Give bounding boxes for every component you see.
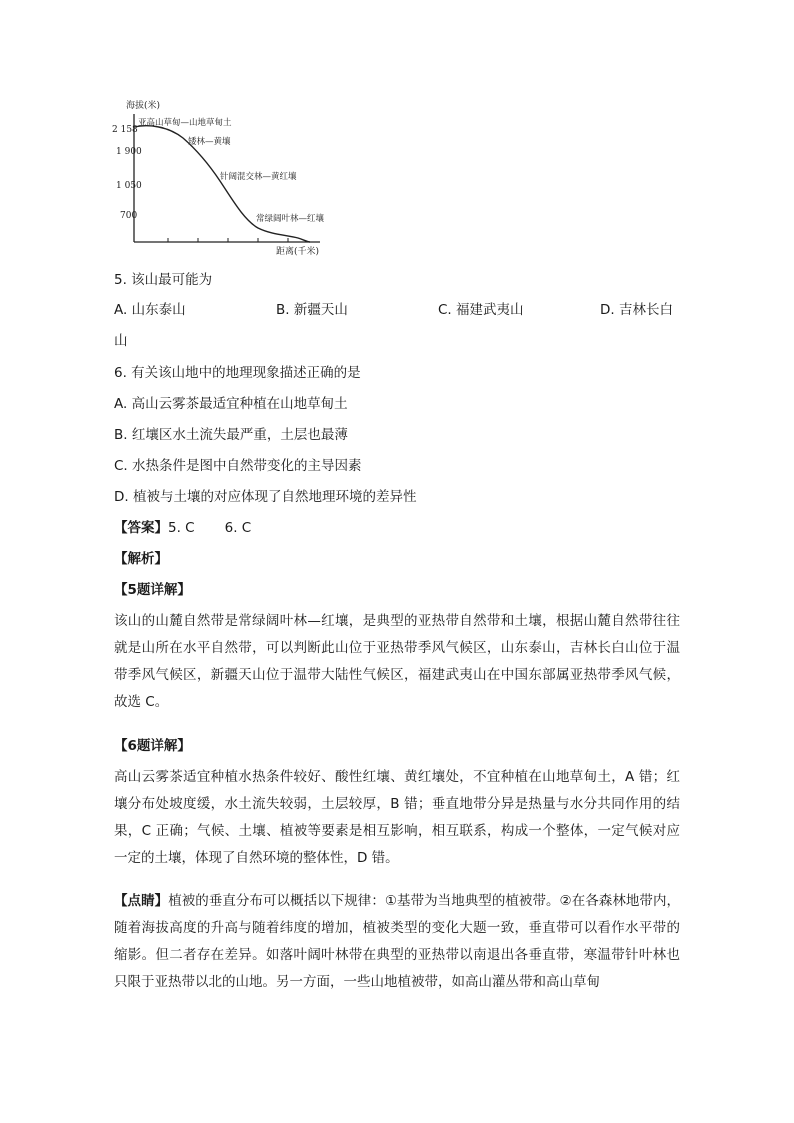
y-tick-1900: 1 900	[116, 147, 142, 157]
elevation-profile-chart	[108, 96, 348, 261]
question-6-stem: 6. 有关该山地中的地理现象描述正确的是	[114, 365, 361, 381]
detail-5-text: 该山的山麓自然带是常绿阔叶林—红壤，是典型的亚热带自然带和土壤，根据山麓自然带往往就是山所在水平自然带，可以判断此山位于亚热带季风气候区，山东泰山，吉林长白山位于温带季风气候区，新疆天山位于温带大陆性气候区，福建武夷山在中国东部属亚热带季风气候，故选 C。	[114, 613, 680, 710]
q6-option-d: D. 植被与土壤的对应体现了自然地理环境的差异性	[114, 489, 417, 505]
zone-label-mixed-forest: 针阔混交林—黄红壤	[220, 172, 297, 182]
q5-option-d-wrap: 山	[114, 333, 128, 349]
q5-option-a: A. 山东泰山	[114, 302, 186, 318]
y-axis-label: 海拔(米)	[126, 101, 161, 111]
detail-5-label: 【5题详解】	[114, 582, 191, 598]
q6-option-b: B. 红壤区水土流失最严重，土层也最薄	[114, 427, 348, 443]
answer-label: 【答案】	[114, 520, 168, 536]
y-tick-700: 700	[120, 211, 138, 221]
answer-value: 5. C 6. C	[168, 520, 252, 536]
q6-option-a: A. 高山云雾茶最适宜种植在山地草甸土	[114, 396, 348, 412]
zone-label-evergreen-forest: 常绿阔叶林—红壤	[256, 214, 325, 224]
q5-option-b: B. 新疆天山	[276, 302, 348, 318]
zone-label-dwarf-forest: 矮林—黄壤	[188, 137, 231, 147]
y-tick-1050: 1 050	[116, 181, 142, 191]
tip-label: 【点睛】	[114, 893, 169, 909]
q5-option-c: C. 福建武夷山	[438, 302, 524, 318]
question-5-stem: 5. 该山最可能为	[114, 272, 213, 288]
x-axis-label: 距离(千米)	[276, 247, 320, 257]
detail-6-label: 【6题详解】	[114, 738, 191, 754]
zone-label-meadow: 亚高山草甸—山地草甸土	[138, 118, 232, 128]
tip-paragraph	[114, 888, 680, 996]
q5-option-d: D. 吉林长白	[600, 302, 673, 318]
q6-option-c: C. 水热条件是图中自然带变化的主导因素	[114, 458, 362, 474]
answer-line	[114, 518, 251, 538]
detail-6-text: 高山云雾茶适宜种植水热条件较好、酸性红壤、黄红壤处，不宜种植在山地草甸土，A 错；红壤分布处坡度缓，水土流失较弱，土层较厚，B 错；垂直地带分异是热量与水分共同作用的结果，C 正确；气候、土壤、植被等要素是相互影响，相互联系，构成一个整体，一定气候对应一定的土壤，体现了自然环境的整体性，D 错。	[114, 769, 680, 866]
tip-text: 植被的垂直分布可以概括以下规律：①基带为当地典型的植被带。②在各森林地带内，随着海拔高度的升高与随着纬度的增加，植被类型的变化大题一致，垂直带可以看作水平带的缩影。但二者存在差异。如落叶阔叶林带在典型的亚热带以南退出各垂直带，寒温带针叶林也只限于亚热带以北的山地。另一方面，一些山地植被带，如高山灌丛带和高山草甸	[114, 893, 680, 990]
y-tick-2158: 2 158	[112, 125, 138, 135]
analysis-label: 【解析】	[114, 551, 168, 567]
